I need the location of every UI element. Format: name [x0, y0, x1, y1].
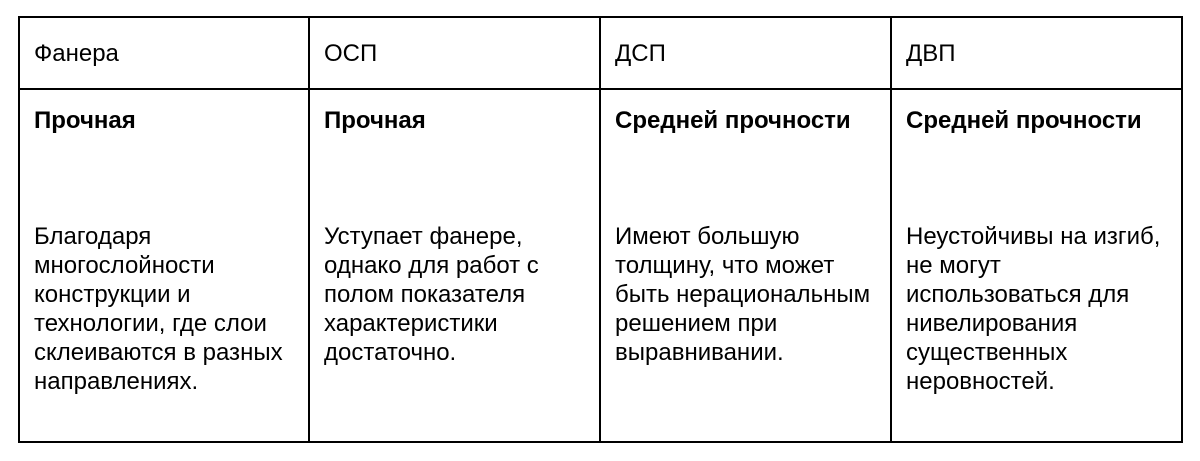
- description-text: Неустойчивы на изгиб, не могут использоваться для нивелирования существенных неровностей.: [906, 223, 1161, 395]
- strength-label: Прочная: [324, 107, 426, 134]
- description-text: Уступает фанере, однако для работ с полом показателя характеристики достаточно.: [324, 223, 539, 366]
- strength-label: Прочная: [34, 107, 136, 134]
- strength-label: Средней прочности: [615, 107, 851, 134]
- cell-fiberboard: [891, 89, 1182, 442]
- header-cell-plywood: Фанера: [19, 17, 309, 89]
- strength-label: Средней прочности: [906, 107, 1142, 134]
- cell-osb: [309, 89, 600, 442]
- table-row: [19, 89, 1182, 442]
- header-cell-osb: ОСП: [309, 17, 600, 89]
- description-text: Имеют большую толщину, что может быть нерациональным решением при выравнивании.: [615, 223, 871, 366]
- comparison-table: [18, 16, 1183, 443]
- cell-plywood: [19, 89, 309, 442]
- description-text: Благодаря многослойности конструкции и технологии, где слои склеиваются в разных направлениях.: [34, 223, 283, 395]
- header-row: [19, 17, 1182, 89]
- header-cell-fiberboard: ДВП: [891, 17, 1182, 89]
- cell-chipboard: [600, 89, 891, 442]
- header-cell-chipboard: ДСП: [600, 17, 891, 89]
